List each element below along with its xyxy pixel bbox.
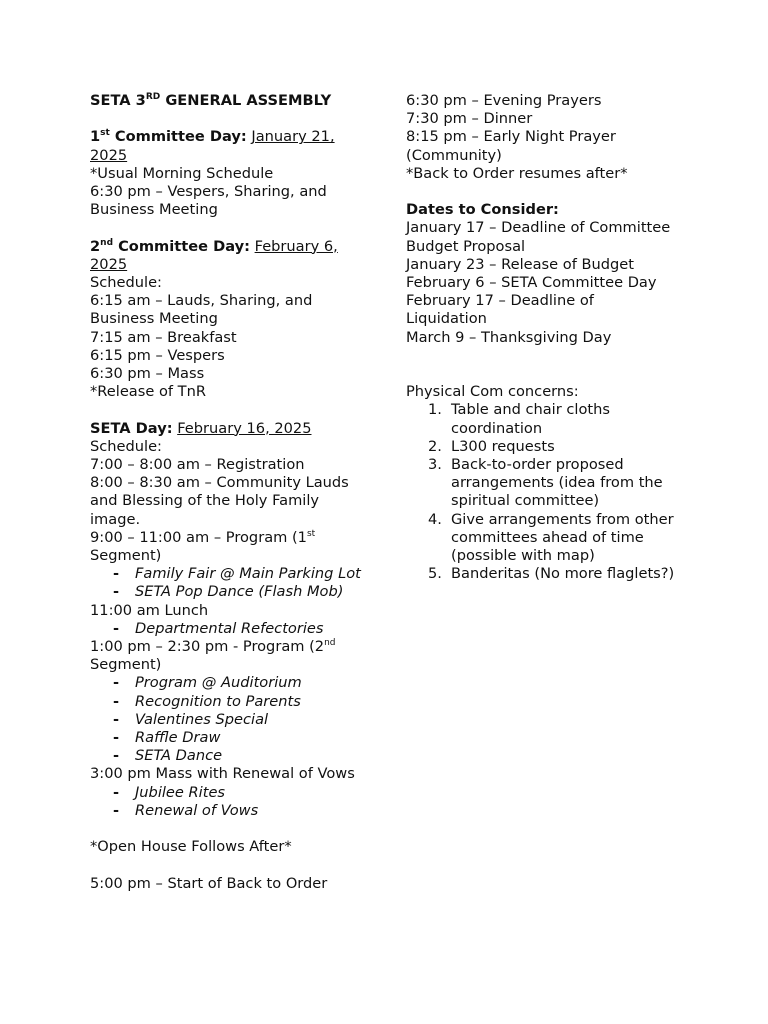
day2-line: 7:15 am – Breakfast [90,328,237,346]
back-to-order-start: 5:00 pm – Start of Back to Order [90,874,328,892]
bullet-item: - SETA Pop Dance (Flash Mob) [113,583,344,601]
seta-day-heading: SETA Day: February 16, 2025 [90,419,312,437]
seta-day-mass: 3:00 pm Mass with Renewal of Vows [90,765,355,783]
evening-line: 7:30 pm – Dinner [406,110,533,128]
bullet-item: - Recognition to Parents [113,692,301,710]
evening-line: *Back to Order resumes after* [406,164,628,182]
bullet-item: - Departmental Refectories [113,619,324,637]
bullet-item: - Jubilee Rites [113,783,226,801]
bullet-item: - Family Fair @ Main Parking Lot [113,565,361,583]
concern-item: 1. Table and chair cloths coordination [428,401,610,437]
day2-line: 6:30 pm – Mass [90,365,205,383]
date-item: February 17 – Deadline of Liquidation [406,292,594,328]
concern-item: 2. L300 requests [428,437,555,455]
left-column [90,92,370,893]
concern-item: 4. Give arrangements from other committees ahead of time (possible with map) [428,510,674,565]
concern-item: 5. Banderitas (No more flaglets?) [428,565,675,583]
right-column [406,92,676,583]
date-item: February 6 – SETA Committee Day [406,274,657,292]
concern-item: 3. Back-to-order proposed arrangements (idea from the spiritual committee) [428,456,663,510]
concerns-heading: Physical Com concerns: [406,383,579,401]
seta-day-lauds: 8:00 – 8:30 am – Community Lauds and Blessing of the Holy Family image. [90,474,349,528]
date-item: January 17 – Deadline of Committee Budget Proposal [406,219,671,255]
evening-line: 8:15 pm – Early Night Prayer (Community) [406,128,616,164]
bullet-item: - SETA Dance [113,747,223,765]
seta-day-program-2: 1:00 pm – 2:30 pm - Program (2nd Segment) [90,638,336,674]
seta-day-registration: 7:00 – 8:00 am – Registration [90,456,305,474]
date-item: January 23 – Release of Budget [406,255,634,273]
bullet-item: - Renewal of Vows [113,801,259,819]
bullet-item: - Raffle Draw [113,729,221,747]
date-item: March 9 – Thanksgiving Day [406,328,612,346]
day2-line: 6:15 am – Lauds, Sharing, and Business Meeting [90,292,313,328]
day2-line: *Release of TnR [90,383,206,401]
evening-line: 6:30 pm – Evening Prayers [406,92,602,109]
day2-line: Schedule: [90,274,162,291]
bullet-item: - Valentines Special [113,710,269,728]
committee-day-2-heading: 2nd Committee Day: February 6, 2025 [90,237,338,273]
open-house-note: *Open House Follows After* [90,838,292,856]
seta-day-program-1: 9:00 – 11:00 am – Program (1st Segment) [90,528,316,565]
seta-day-lunch: 11:00 am Lunch [90,601,209,619]
committee-day-1-heading: 1st Committee Day: January 21, 2025 [90,128,335,164]
day1-line: 6:30 pm – Vespers, Sharing, and Business Meeting [90,183,327,219]
seta-day-schedule-label: Schedule: [90,437,162,455]
day1-line: *Usual Morning Schedule [90,164,274,182]
bullet-item: - Program @ Auditorium [113,674,302,692]
document-title: SETA 3RD GENERAL ASSEMBLY [90,92,332,109]
dates-heading: Dates to Consider: [406,201,559,219]
day2-line: 6:15 pm – Vespers [90,346,225,364]
